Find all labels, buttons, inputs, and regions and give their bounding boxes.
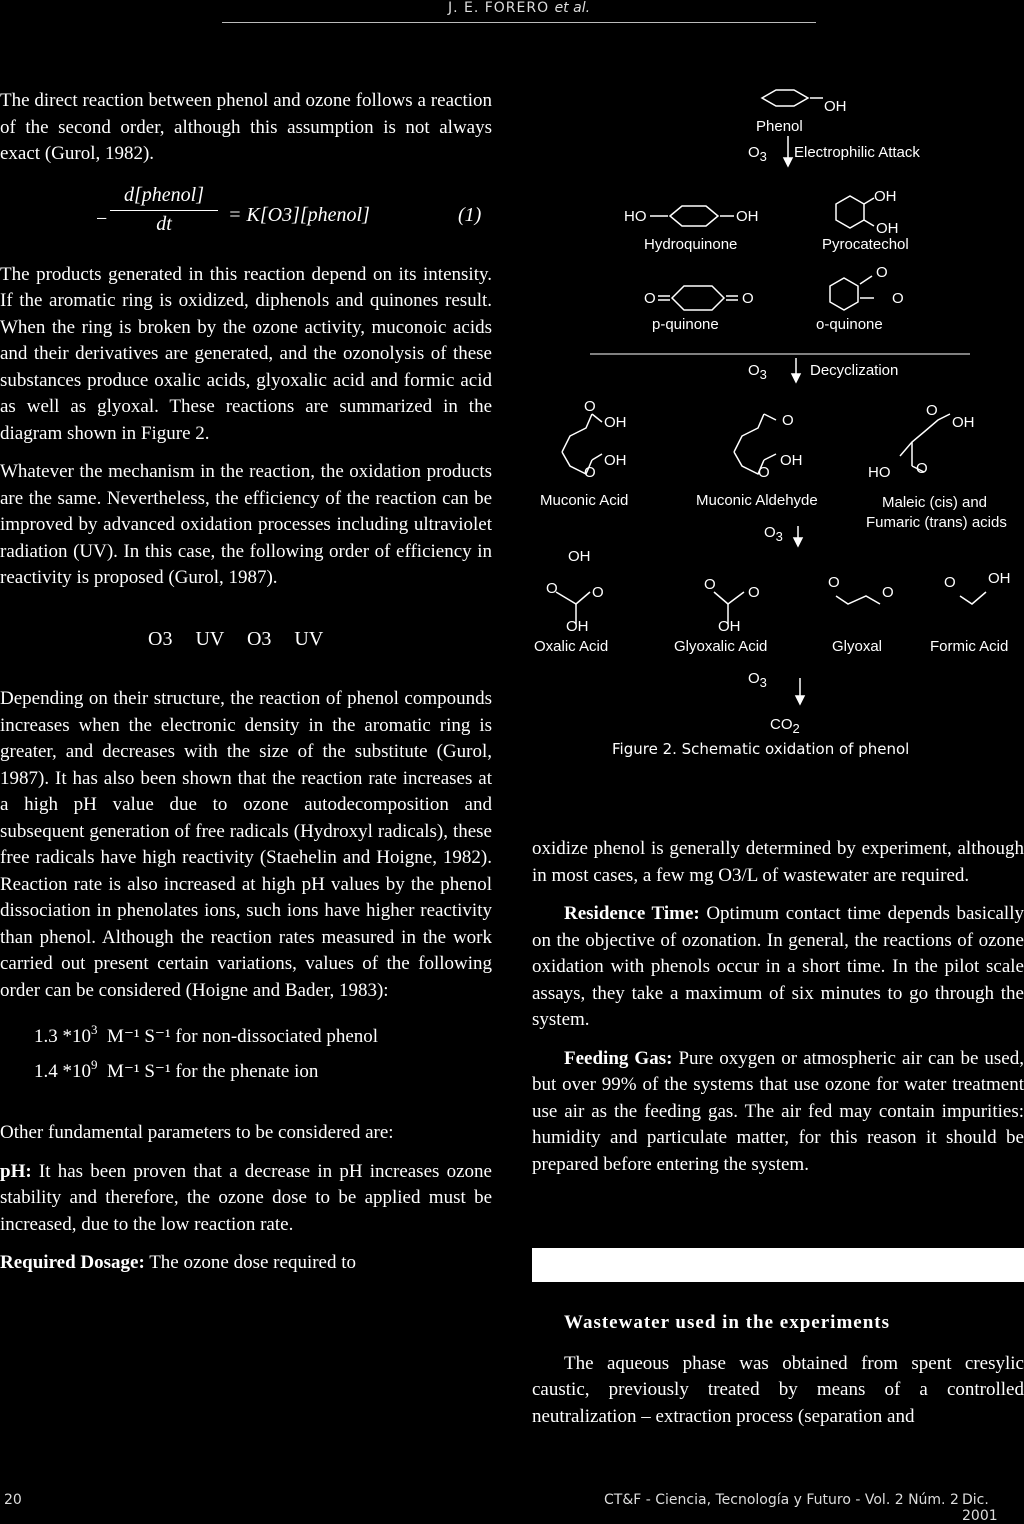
section-wastewater: [532, 1310, 1024, 1430]
label-o: O: [592, 584, 604, 601]
label-oh: OH: [568, 548, 591, 565]
reaction-scheme-drawing: [520, 80, 1024, 770]
paragraph: Other fundamental parameters to be considered are:: [0, 1122, 394, 1143]
eq-rhs: = K[O3][phenol]: [228, 203, 370, 226]
paragraph: Depending on their structure, the reaction of phenol compounds increases when the electronic density in the aromatic ring is greater, and decreases with the size of the substitute (Gurol, 1987). It has also been shown that the reaction rate increases at a high pH value due to ozone autodecomposition and subsequent generation of free radicals (Hydroxyl radicals), these free radicals have high reactivity (Staehelin and Hoigne, 1982). Reaction rate is also increased at high pH values by the phenol dissociation in phenolates ions, such ions have higher reactivity than phenol. Although the reaction rates measured in the work carried out present certain variations, values of the following order can be considered (Hoigne and Bader, 1983):: [0, 688, 492, 1001]
label-o: O: [828, 574, 840, 591]
label-formic-acid: Formic Acid: [930, 638, 1009, 655]
rate-line: 1.4 $*10^9$ M⁻¹ S⁻¹ for the phenate ion: [34, 1057, 319, 1082]
label-glyoxal: Glyoxal: [832, 638, 883, 655]
label-o: O: [704, 576, 716, 593]
paragraph: The direct reaction between phenol and ozone follows a reaction of the second order, although this assumption is not always exact (Gurol, 1982).: [0, 90, 492, 164]
label-co2: CO2: [770, 716, 800, 736]
eq-number: (1): [458, 203, 482, 226]
eq-denominator: dt: [156, 213, 172, 235]
section-heading-bar: [532, 1248, 1024, 1282]
label-oh: OH: [876, 220, 899, 237]
label-p-quinone: p-quinone: [652, 316, 719, 333]
paragraph: The aqueous phase was obtained from spent cresylic caustic, previously treated by means of a controlled neutralization – extraction process (separation and: [532, 1352, 1024, 1427]
eq-numerator: d[phenol]: [110, 182, 218, 212]
eq-fraction: [110, 182, 218, 238]
label-o: O: [782, 412, 794, 429]
label-hydroquinone: Hydroquinone: [644, 236, 738, 253]
label-o: O: [584, 398, 596, 415]
section-title: Wastewater used in the experiments: [564, 1312, 891, 1333]
rate-line: 1.3 $*10^3$ M⁻¹ S⁻¹ for non-dissociated phenol: [34, 1022, 379, 1047]
label-oh: OH: [952, 414, 975, 431]
label-fumaric: Fumaric (trans) acids: [866, 514, 1007, 531]
efficiency-order: O3 UV O3 UV: [148, 627, 324, 650]
label-oh: OH: [566, 618, 589, 635]
label-o: O: [944, 574, 956, 591]
running-header: [222, 0, 816, 23]
paragraph: pH: It has been proven that a decrease in pH increases ozone stability and therefore, the ozone dose to be applied must be increased, due to the low reaction rate.: [0, 1160, 492, 1235]
paragraph: Required Dosage: The ozone dose required to: [0, 1252, 357, 1273]
label-electrophilic-attack: Electrophilic Attack: [794, 144, 920, 161]
label-ho: HO: [868, 464, 891, 481]
issue-date: Dic. 2001: [962, 1492, 998, 1524]
label-o: O: [742, 290, 754, 307]
label-ho: HO: [624, 208, 647, 225]
label-oh: OH: [604, 452, 627, 469]
label-maleic: Maleic (cis) and: [882, 494, 988, 511]
ph-label: pH:: [0, 1160, 32, 1182]
label-phenol: Phenol: [756, 118, 803, 135]
label-o: O: [748, 584, 760, 601]
label-oh: OH: [604, 414, 627, 431]
label-o: O: [644, 290, 656, 307]
label-oh: OH: [874, 188, 897, 205]
label-o-quinone: o-quinone: [816, 316, 883, 333]
label-o: O: [584, 464, 596, 481]
label-o3: O3: [748, 670, 767, 690]
label-glyoxalic-acid: Glyoxalic Acid: [674, 638, 768, 655]
label-oh: OH: [988, 570, 1011, 587]
header-authors: J. E. FORERO: [447, 0, 550, 16]
header-etal: et al.: [554, 0, 591, 16]
label-o: O: [892, 290, 904, 307]
left-column: [0, 88, 492, 1289]
label-oh: OH: [780, 452, 803, 469]
paragraph: Feeding Gas: Pure oxygen or atmospheric air can be used, but over 99% of the systems that use ozone for water treatment use air as the feeding gas. The air fed may contain impurities: humidity and particulate matter, for this reason it should be prepared before entering the system.: [532, 1047, 1024, 1175]
rate-equation: [0, 182, 492, 252]
label-o3: O3: [748, 362, 767, 382]
label-o: O: [546, 580, 558, 597]
label-decyclization: Decyclization: [810, 362, 899, 379]
page-number: 20: [4, 1492, 22, 1508]
label-oh: OH: [824, 98, 847, 115]
label-o: O: [926, 402, 938, 419]
label-pyrocatechol: Pyrocatechol: [822, 236, 909, 253]
label-o: O: [758, 464, 770, 481]
eq-minus: −: [96, 207, 108, 230]
label-o: O: [916, 460, 928, 477]
label-o3: O3: [748, 144, 767, 164]
paragraph: The products generated in this reaction depend on its intensity. If the aromatic ring is oxidized, diphenols and quinones result. When the ring is broken by the ozone activity, muconoic acids and their derivatives are generated, and the ozonolysis of these substances produce oxalic acids, glyoxalic acid and formic acid as well as glyoxal. These reactions are summarized in the diagram shown in Figure 2.: [0, 263, 492, 444]
label-muconic-aldehyde: Muconic Aldehyde: [696, 492, 818, 509]
figure-caption: Figure 2. Schematic oxidation of phenol: [612, 740, 910, 758]
feeding-label: Feeding Gas:: [564, 1047, 673, 1069]
residence-label: Residence Time:: [564, 903, 700, 924]
dose-label: Required Dosage:: [0, 1252, 145, 1273]
paragraph: Whatever the mechanism in the reaction, the oxidation products are the same. Nevertheless, the efficiency of the reaction can be improved by advanced oxidation processes including ultraviolet radiation (UV). In this case, the following order of efficiency in reactivity is proposed (Gurol, 1987).: [0, 461, 492, 588]
label-oxalic-acid: Oxalic Acid: [534, 638, 609, 655]
label-o: O: [876, 264, 888, 281]
figure-2: [520, 80, 1024, 770]
paragraph: oxidize phenol is generally determined by experiment, although in most cases, a few mg O3/L of wastewater are required.: [532, 838, 1024, 886]
journal-name: CT&F - Ciencia, Tecnología y Futuro - Vol. 2 Núm. 2: [604, 1492, 959, 1508]
label-oh: OH: [718, 618, 741, 635]
label-o3: O3: [764, 524, 783, 544]
right-column: [532, 836, 1024, 1190]
paragraph: Residence Time: Optimum contact time depends basically on the objective of ozonation. In general, the reactions of ozone oxidation with phenols occur in a short time. In the pilot scale assays, they take a maximum of six minutes to go through the system.: [532, 903, 1024, 1030]
label-o: O: [882, 584, 894, 601]
label-oh: OH: [736, 208, 759, 225]
rate-values: [34, 1016, 492, 1086]
label-muconic-acid: Muconic Acid: [540, 492, 629, 509]
